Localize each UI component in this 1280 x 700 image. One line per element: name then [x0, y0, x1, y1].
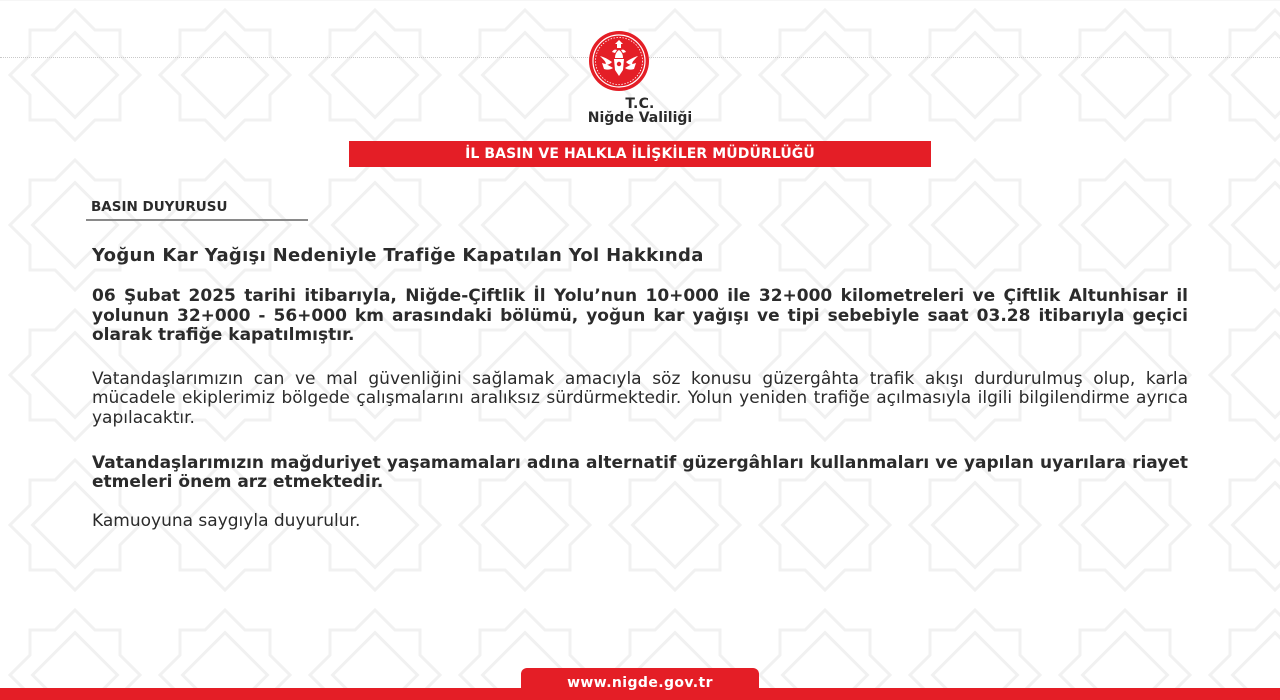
- paragraph-announcement: 06 Şubat 2025 tarihi itibarıyla, Niğde-Çiftlik İl Yolu’nun 10+000 ile 32+000 kilometreleri ve Çiftlik Altunhisar il yolunun 32+000 - 56+000 km arasındaki bölümü, yoğun kar yağışı ve tipi sebebiyle saat 03.28 itibarıyla geçici olarak trafiğe kapatılmıştır.: [92, 286, 1188, 346]
- nigde-governorship-emblem-icon: [588, 30, 650, 92]
- document-body: [92, 243, 1188, 549]
- paragraph-details: Vatandaşlarımızın can ve mal güvenliğini sağlamak amacıyla söz konusu güzergâhta trafik akışı durdurulmuş olup, karla mücadele ekiplerimiz bölgede çalışmalarını aralıksız sürdürmektedir. Yolun yeniden trafiğe açılmasıyla ilgili bilgilendirme ayrıca yapılacaktır.: [92, 368, 1188, 428]
- department-banner: İL BASIN VE HALKLA İLİŞKİLER MÜDÜRLÜĞÜ: [349, 141, 931, 167]
- paragraph-closing: Kamuoyuna saygıyla duyurulur.: [92, 510, 361, 531]
- paragraph-warning: Vatandaşlarımızın mağduriyet yaşamamaları adına alternatif güzergâhları kullanmaları ve yapılan uyarılara riayet etmeleri önem arz etmektedir.: [92, 452, 1188, 493]
- section-tag: BASIN DUYURUSU: [91, 199, 228, 215]
- tc-label: T.C.: [625, 96, 655, 112]
- website-link[interactable]: www.nigde.gov.tr: [521, 668, 759, 700]
- section-tag-underline: [86, 219, 308, 221]
- institution-name: Niğde Valiliği: [587, 110, 693, 126]
- document-title: Yoğun Kar Yağışı Nedeniyle Trafiğe Kapatılan Yol Hakkında: [92, 245, 704, 266]
